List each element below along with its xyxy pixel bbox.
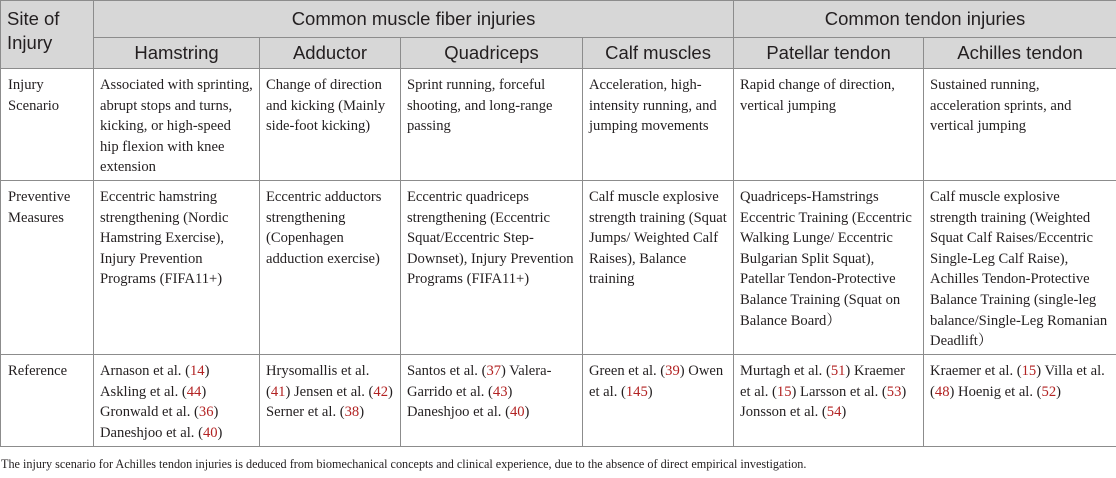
- table-cell: Eccentric quadriceps strengthening (Eccentric Squat/Eccentric Step-Downset), Injury Prevention Programs (FIFA11+): [401, 181, 583, 355]
- citation-text: Valera-Garrido et al. (: [407, 363, 552, 400]
- citation-close-paren: ): [201, 383, 207, 400]
- citation-text: Larsson et al. (: [796, 383, 887, 400]
- row-label-reference: Reference: [1, 355, 94, 447]
- table-cell: Rapid change of direction, vertical jumping: [734, 69, 924, 181]
- reference-number-link[interactable]: 38: [344, 404, 360, 421]
- citation-close-paren: ): [841, 404, 847, 421]
- citation-text: Daneshjoo et al. (: [100, 424, 203, 441]
- row-label-injury-scenario: Injury Scenario: [1, 69, 94, 181]
- reference-cell: [734, 355, 924, 447]
- table-cell: Calf muscle explosive strength training (Weighted Squat Calf Raises/Eccentric Single-Leg Calf Raise), Achilles Tendon-Protective Balance Training (single-leg balance/Single-Leg Romanian Deadlift）: [924, 181, 1116, 355]
- table-cell: Change of direction and kicking (Mainly side-foot kicking): [260, 69, 401, 181]
- citation-text: Jonsson et al. (: [740, 404, 827, 421]
- reference-number-link[interactable]: 15: [776, 383, 792, 400]
- reference-number-link[interactable]: 44: [186, 383, 202, 400]
- reference-number-link[interactable]: 40: [202, 424, 218, 441]
- reference-number-link[interactable]: 54: [826, 404, 842, 421]
- reference-number-link[interactable]: 48: [934, 383, 950, 400]
- reference-number-link[interactable]: 43: [492, 383, 508, 400]
- citation-close-paren: ): [359, 404, 365, 421]
- table-cell: Associated with sprinting, abrupt stops and turns, kicking, or high-speed hip flexion with knee extension: [94, 69, 260, 181]
- tendon-injuries-group-header: Common tendon injuries: [734, 1, 1116, 38]
- citation-text: Kraemer et al. (: [930, 363, 1022, 379]
- citation-text: Daneshjoo et al. (: [407, 404, 510, 421]
- citation-close-paren: ): [1056, 383, 1061, 400]
- column-header-patellar-tendon: Patellar tendon: [734, 38, 924, 69]
- table-cell: Eccentric hamstring strengthening (Nordic Hamstring Exercise), Injury Prevention Programs (FIFA11+): [94, 181, 260, 355]
- table-footnote: The injury scenario for Achilles tendon injuries is deduced from biomechanical concepts and clinical experience, due to the absence of direct empirical investigation.: [1, 457, 807, 471]
- column-header-calf-muscles: Calf muscles: [583, 38, 734, 69]
- reference-number-link[interactable]: 51: [830, 363, 846, 379]
- reference-cell: [924, 355, 1116, 447]
- citation-text: Arnason et al. (: [100, 363, 190, 379]
- table-cell: Acceleration, high-intensity running, and jumping movements: [583, 69, 734, 181]
- citation-text: Kraemer et al. (: [740, 363, 905, 400]
- column-header-quadriceps: Quadriceps: [401, 38, 583, 69]
- citation-text: Villa et al. (: [930, 363, 1105, 400]
- reference-number-link[interactable]: 52: [1041, 383, 1057, 400]
- citation-text: Serner et al. (: [266, 404, 345, 421]
- table-cell: Sustained running, acceleration sprints, and vertical jumping: [924, 69, 1116, 181]
- reference-number-link[interactable]: 145: [625, 383, 648, 400]
- citation-close-paren: ): [901, 383, 907, 400]
- citation-text: Santos et al. (: [407, 363, 487, 379]
- table-cell: Quadriceps-Hamstrings Eccentric Training (Eccentric Walking Lunge/ Eccentric Bulgarian Split Squat), Patellar Tendon-Protective Balance Training (Squat on Balance Board）: [734, 181, 924, 355]
- reference-number-link[interactable]: 36: [198, 404, 214, 421]
- table-row-reference: [1, 355, 1116, 447]
- reference-number-link[interactable]: 41: [270, 383, 286, 400]
- citation-close-paren: ): [501, 363, 506, 379]
- citation-close-paren: ): [949, 383, 955, 400]
- reference-cell: [260, 355, 401, 447]
- citation-close-paren: ): [213, 404, 219, 421]
- reference-number-link[interactable]: 14: [189, 363, 205, 379]
- reference-cell: [583, 355, 734, 447]
- column-header-achilles-tendon: Achilles tendon: [924, 38, 1116, 69]
- citation-text: Green et al. (: [589, 363, 666, 379]
- citation-close-paren: ): [204, 363, 210, 379]
- citation-close-paren: ): [507, 383, 513, 400]
- citation-close-paren: ): [217, 424, 223, 441]
- table-cell: Calf muscle explosive strength training (Squat Jumps/ Weighted Calf Raises), Balance training: [583, 181, 734, 355]
- citation-text: Hoenig et al. (: [954, 383, 1042, 400]
- table-row-injury-scenario: [1, 69, 1116, 181]
- column-header-hamstring: Hamstring: [94, 38, 260, 69]
- reference-number-link[interactable]: 42: [373, 383, 389, 400]
- citation-close-paren: ): [388, 383, 393, 400]
- reference-cell: [94, 355, 260, 447]
- citation-close-paren: ): [845, 363, 851, 379]
- citation-close-paren: ): [791, 383, 797, 400]
- row-label-preventive-measures: Preventive Measures: [1, 181, 94, 355]
- citation-text: Askling et al. (: [100, 383, 187, 400]
- citation-text: Murtagh et al. (: [740, 363, 831, 379]
- muscle-injuries-group-header: Common muscle fiber injuries: [94, 1, 734, 38]
- citation-close-paren: ): [524, 404, 530, 421]
- reference-number-link[interactable]: 40: [509, 404, 525, 421]
- reference-number-link[interactable]: 53: [886, 383, 902, 400]
- table-cell: Eccentric adductors strengthening (Copenhagen adduction exercise): [260, 181, 401, 355]
- table-row-preventive-measures: [1, 181, 1116, 355]
- citation-text: Hrysomallis et al. (: [266, 363, 370, 400]
- citation-text: Gronwald et al. (: [100, 404, 199, 421]
- citation-close-paren: ): [285, 383, 291, 400]
- citation-close-paren: ): [1036, 363, 1042, 379]
- reference-number-link[interactable]: 15: [1021, 363, 1037, 379]
- reference-number-link[interactable]: 37: [486, 363, 502, 379]
- site-of-injury-header: Site of Injury: [1, 1, 94, 69]
- citation-text: Owen et al. (: [589, 363, 724, 400]
- citation-text: Jensen et al. (: [290, 383, 374, 400]
- citation-close-paren: ): [679, 363, 685, 379]
- table-cell: Sprint running, forceful shooting, and long-range passing: [401, 69, 583, 181]
- reference-number-link[interactable]: 39: [665, 363, 680, 379]
- citation-close-paren: ): [647, 383, 653, 400]
- column-header-adductor: Adductor: [260, 38, 401, 69]
- reference-cell: [401, 355, 583, 447]
